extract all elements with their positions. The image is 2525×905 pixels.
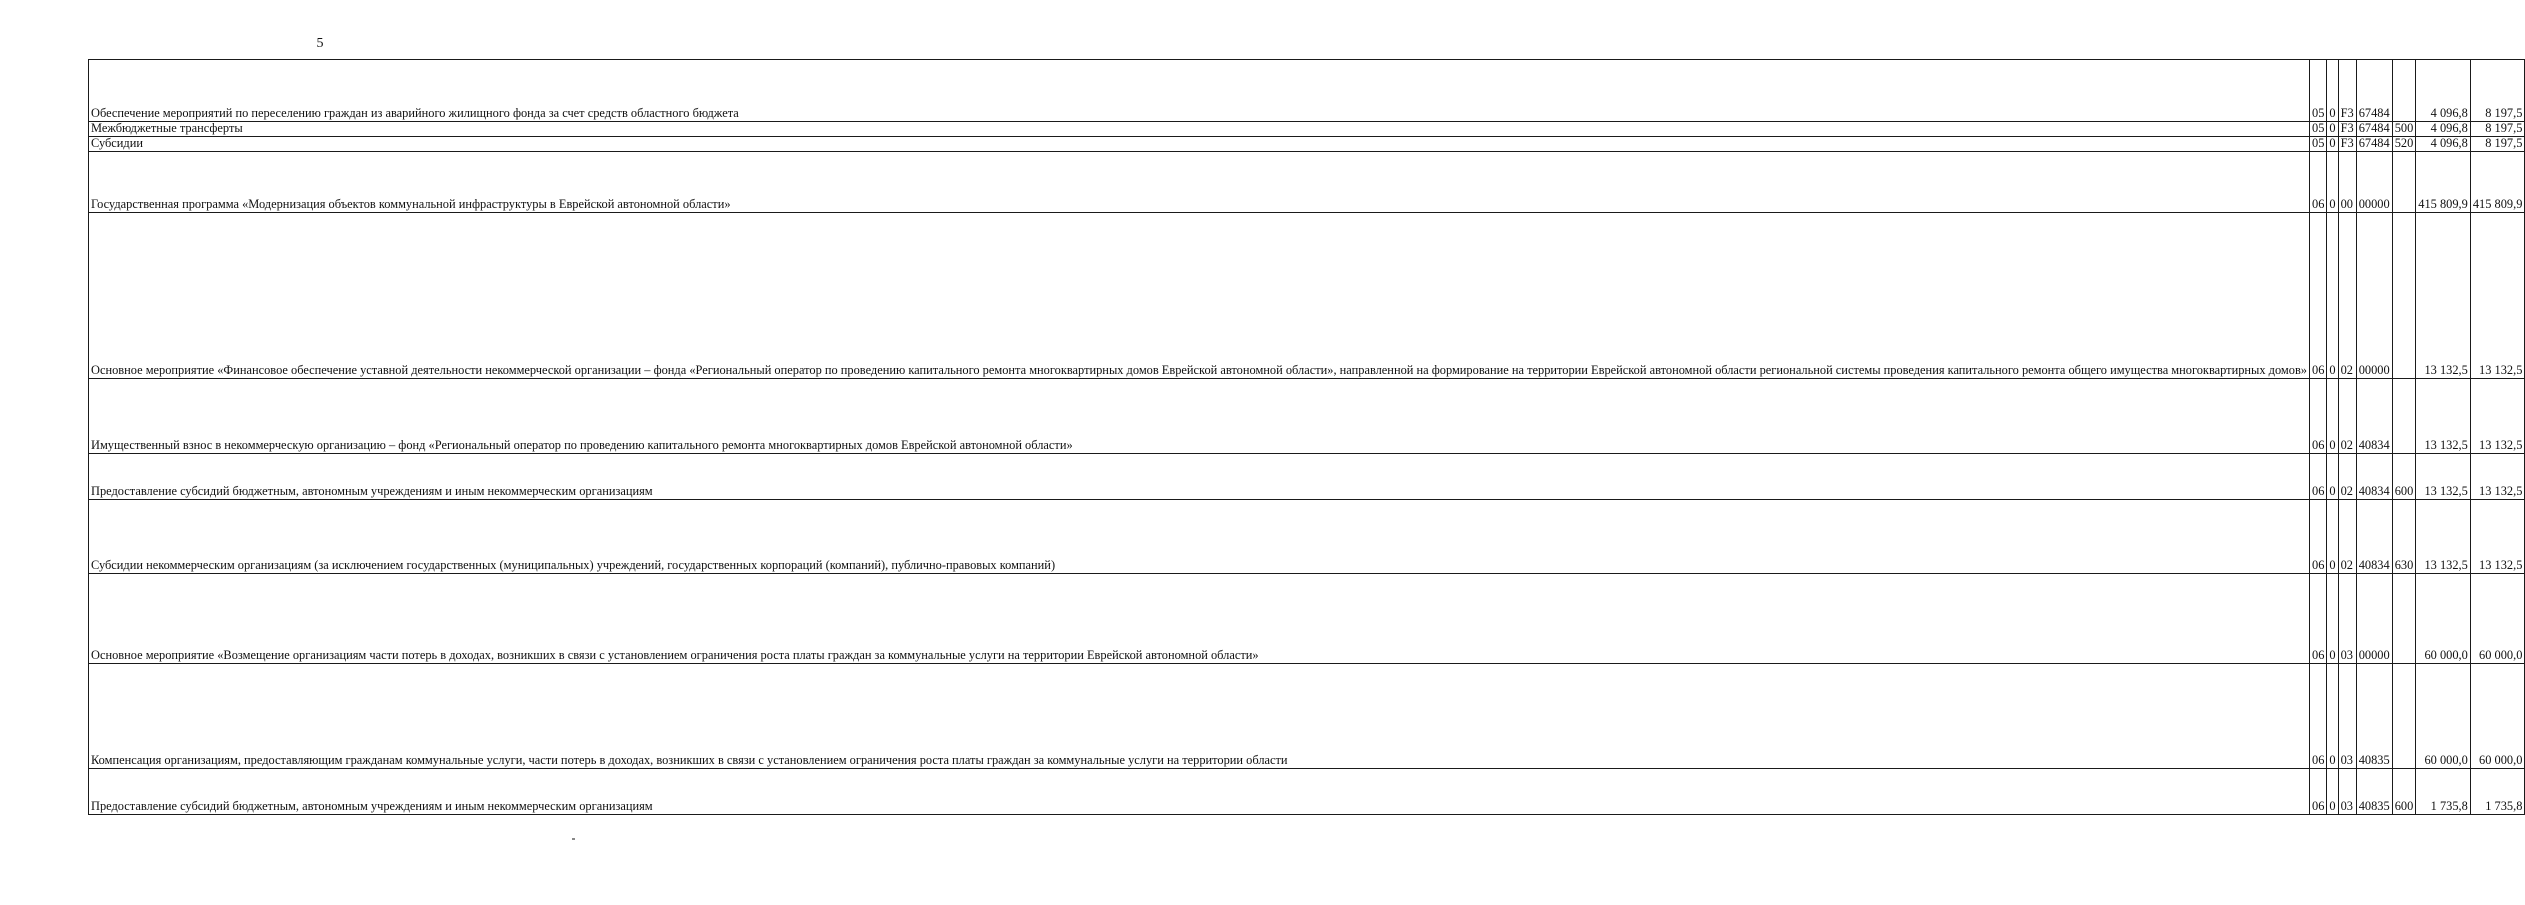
row-code-subprogram: 0 xyxy=(2327,664,2338,769)
row-code-direction: 00000 xyxy=(2356,574,2392,664)
table-row xyxy=(89,137,2525,152)
row-code-event: 03 xyxy=(2338,574,2356,664)
row-name: Предоставление субсидий бюджетным, автономным учреждениям и иным некоммерческим организациям xyxy=(89,769,2310,815)
row-name: Основное мероприятие «Финансовое обеспечение уставной деятельности некоммерческой организации – фонда «Региональный оператор по проведению капитального ремонта многоквартирных домов Еврейской автономной области», направленной на формирование на территории Еврейской автономной области региональной системы проведения капитального ремонта общего имущества многоквартирных домов» xyxy=(89,213,2310,379)
row-expense-type: 630 xyxy=(2392,500,2416,574)
budget-table xyxy=(88,59,2525,815)
row-expense-type xyxy=(2392,664,2416,769)
row-amount-year1: 13 132,5 xyxy=(2416,454,2471,500)
table-row xyxy=(89,152,2525,213)
row-amount-year1: 13 132,5 xyxy=(2416,213,2471,379)
table-row xyxy=(89,122,2525,137)
row-amount-year2: 8 197,5 xyxy=(2470,60,2525,122)
page-number: 5 xyxy=(316,36,324,51)
row-amount-year2: 60 000,0 xyxy=(2470,664,2525,769)
row-amount-year2: 1 735,8 xyxy=(2470,769,2525,815)
row-code-direction: 67484 xyxy=(2356,122,2392,137)
row-code-section: 05 xyxy=(2310,122,2327,137)
row-name: Субсидии некоммерческим организациям (за исключением государственных (муниципальных) учреждений, государственных корпораций (компаний), публично-правовых компаний) xyxy=(89,500,2310,574)
row-code-event: F3 xyxy=(2338,60,2356,122)
row-expense-type: 600 xyxy=(2392,454,2416,500)
row-code-section: 06 xyxy=(2310,454,2327,500)
row-code-subprogram: 0 xyxy=(2327,60,2338,122)
row-code-event: 02 xyxy=(2338,500,2356,574)
row-name: Государственная программа «Модернизация объектов коммунальной инфраструктуры в Еврейской автономной области» xyxy=(89,152,2310,213)
row-name: Межбюджетные трансферты xyxy=(89,122,2310,137)
row-code-event: 03 xyxy=(2338,769,2356,815)
row-code-direction: 40834 xyxy=(2356,500,2392,574)
table-row xyxy=(89,664,2525,769)
row-code-section: 06 xyxy=(2310,574,2327,664)
row-code-direction: 40834 xyxy=(2356,379,2392,454)
row-expense-type xyxy=(2392,60,2416,122)
row-code-section: 06 xyxy=(2310,379,2327,454)
row-code-subprogram: 0 xyxy=(2327,769,2338,815)
row-code-section: 06 xyxy=(2310,213,2327,379)
row-expense-type: 500 xyxy=(2392,122,2416,137)
row-code-event: F3 xyxy=(2338,122,2356,137)
row-name: Обеспечение мероприятий по переселению граждан из аварийного жилищного фонда за счет средств областного бюджета xyxy=(89,60,2310,122)
row-code-section: 06 xyxy=(2310,664,2327,769)
row-amount-year2: 60 000,0 xyxy=(2470,574,2525,664)
row-code-event: 03 xyxy=(2338,664,2356,769)
row-code-event: F3 xyxy=(2338,137,2356,152)
row-name: Компенсация организациям, предоставляющим гражданам коммунальные услуги, части потерь в доходах, возникших в связи с установлением ограничения роста платы граждан за коммунальные услуги на территории области xyxy=(89,664,2310,769)
row-code-event: 02 xyxy=(2338,454,2356,500)
row-expense-type xyxy=(2392,213,2416,379)
table-row xyxy=(89,379,2525,454)
row-code-section: 05 xyxy=(2310,60,2327,122)
table-row xyxy=(89,60,2525,122)
row-code-direction: 00000 xyxy=(2356,213,2392,379)
row-amount-year1: 415 809,9 xyxy=(2416,152,2471,213)
row-code-direction: 40834 xyxy=(2356,454,2392,500)
row-code-event: 00 xyxy=(2338,152,2356,213)
row-amount-year1: 13 132,5 xyxy=(2416,500,2471,574)
row-code-direction: 40835 xyxy=(2356,664,2392,769)
row-code-section: 06 xyxy=(2310,769,2327,815)
row-code-subprogram: 0 xyxy=(2327,122,2338,137)
row-name: Субсидии xyxy=(89,137,2310,152)
row-expense-type xyxy=(2392,574,2416,664)
row-code-subprogram: 0 xyxy=(2327,454,2338,500)
row-code-subprogram: 0 xyxy=(2327,152,2338,213)
row-name: Основное мероприятие «Возмещение организациям части потерь в доходах, возникших в связи с установлением ограничения роста платы граждан за коммунальные услуги на территории Еврейской автономной области» xyxy=(89,574,2310,664)
row-code-direction: 67484 xyxy=(2356,137,2392,152)
row-code-direction: 40835 xyxy=(2356,769,2392,815)
row-amount-year2: 415 809,9 xyxy=(2470,152,2525,213)
row-code-subprogram: 0 xyxy=(2327,137,2338,152)
row-amount-year1: 4 096,8 xyxy=(2416,122,2471,137)
row-amount-year2: 13 132,5 xyxy=(2470,213,2525,379)
row-name: Предоставление субсидий бюджетным, автономным учреждениям и иным некоммерческим организациям xyxy=(89,454,2310,500)
row-amount-year1: 60 000,0 xyxy=(2416,574,2471,664)
row-code-subprogram: 0 xyxy=(2327,213,2338,379)
table-row xyxy=(89,454,2525,500)
row-code-subprogram: 0 xyxy=(2327,574,2338,664)
row-expense-type xyxy=(2392,379,2416,454)
table-row xyxy=(89,500,2525,574)
row-expense-type: 520 xyxy=(2392,137,2416,152)
row-amount-year1: 1 735,8 xyxy=(2416,769,2471,815)
row-amount-year2: 8 197,5 xyxy=(2470,137,2525,152)
row-code-direction: 00000 xyxy=(2356,152,2392,213)
row-code-section: 06 xyxy=(2310,500,2327,574)
row-code-section: 06 xyxy=(2310,152,2327,213)
row-amount-year2: 13 132,5 xyxy=(2470,454,2525,500)
table-row xyxy=(89,574,2525,664)
scan-speck xyxy=(572,838,575,840)
row-code-subprogram: 0 xyxy=(2327,379,2338,454)
row-code-section: 05 xyxy=(2310,137,2327,152)
row-amount-year2: 13 132,5 xyxy=(2470,500,2525,574)
row-code-event: 02 xyxy=(2338,379,2356,454)
row-amount-year1: 4 096,8 xyxy=(2416,60,2471,122)
row-amount-year1: 4 096,8 xyxy=(2416,137,2471,152)
row-amount-year1: 60 000,0 xyxy=(2416,664,2471,769)
row-code-subprogram: 0 xyxy=(2327,500,2338,574)
row-name: Имущественный взнос в некоммерческую организацию – фонд «Региональный оператор по проведению капитального ремонта многоквартирных домов Еврейской автономной области» xyxy=(89,379,2310,454)
table-row xyxy=(89,769,2525,815)
row-code-direction: 67484 xyxy=(2356,60,2392,122)
row-amount-year2: 13 132,5 xyxy=(2470,379,2525,454)
table-row xyxy=(89,213,2525,379)
row-expense-type xyxy=(2392,152,2416,213)
row-code-event: 02 xyxy=(2338,213,2356,379)
row-amount-year1: 13 132,5 xyxy=(2416,379,2471,454)
row-expense-type: 600 xyxy=(2392,769,2416,815)
row-amount-year2: 8 197,5 xyxy=(2470,122,2525,137)
